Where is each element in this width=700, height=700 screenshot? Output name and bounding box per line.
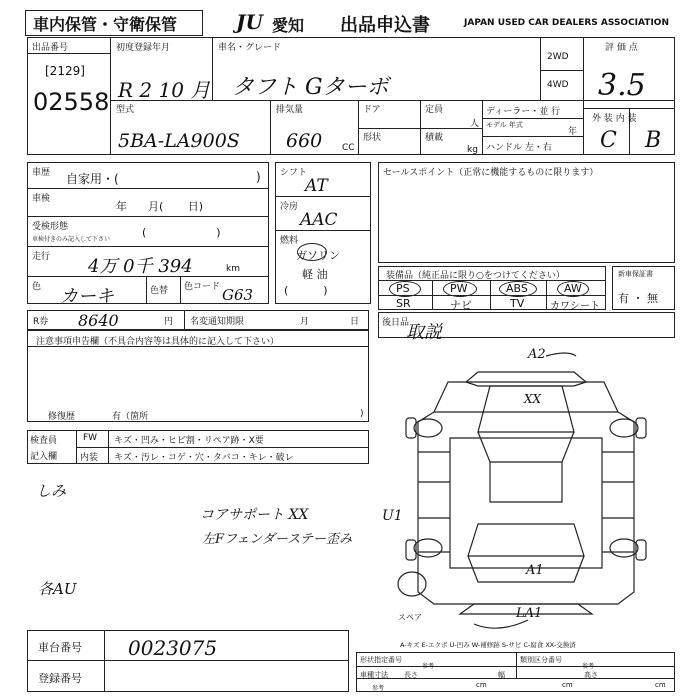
inspector-fw-label: FW bbox=[83, 433, 98, 443]
ref-label-2: 参考 bbox=[582, 663, 595, 670]
drive-2wd: 2WD bbox=[547, 52, 569, 62]
later-items-label: 後日品 bbox=[382, 318, 410, 328]
warranty-options: 有 ・ 無 bbox=[618, 292, 658, 305]
car-name-value: タフト Gターボ bbox=[232, 75, 389, 100]
class-number-label: 類別区分番号 bbox=[520, 656, 562, 664]
equip-sr: SR bbox=[396, 297, 411, 310]
shape-label: 形状 bbox=[363, 133, 382, 143]
aw-circle bbox=[557, 281, 589, 297]
remark-stain: しみ bbox=[36, 482, 67, 500]
fuel-paren: ( ) bbox=[284, 284, 328, 297]
inspection-text: 年 月( 日) bbox=[116, 200, 204, 213]
recycle-unit: 円 bbox=[164, 317, 174, 327]
handle-label: ハンドル 左・右 bbox=[486, 143, 552, 153]
color-value: カーキ bbox=[60, 286, 114, 307]
name-change-day: 日 bbox=[350, 317, 360, 327]
model-value: 5BA-LA900S bbox=[118, 130, 240, 152]
warranty-label: 新車保証書 bbox=[618, 270, 653, 278]
reg-label: 登録番号 bbox=[38, 672, 82, 685]
chassis-label: 車台番号 bbox=[38, 641, 82, 654]
storage-title: 車内保管・守衛保管 bbox=[33, 15, 178, 34]
inspection-label: 車検 bbox=[32, 194, 51, 204]
repair-label: 修復歴 bbox=[48, 412, 76, 422]
load-unit: kg bbox=[467, 145, 478, 155]
exterior-grade: C bbox=[600, 128, 617, 153]
equipment-label: 装備品（純正品に限り○をつけてください） bbox=[386, 271, 565, 281]
lot-tag: [2129] bbox=[45, 64, 85, 78]
dim-height: 高さ bbox=[584, 671, 598, 679]
interior-grade: B bbox=[645, 128, 662, 153]
displacement-unit: CC bbox=[342, 143, 355, 153]
notes-label: 注意事項申告欄（不具合内容等は具体的に記入して下さい） bbox=[36, 337, 280, 347]
org-english: JAPAN USED CAR DEALERS ASSOCIATION bbox=[464, 18, 669, 28]
pw-circle bbox=[443, 281, 477, 297]
color-label: 色 bbox=[32, 282, 42, 292]
displacement-value: 660 bbox=[286, 130, 323, 152]
color-code-label: 色コード bbox=[184, 282, 221, 292]
inspector-fw-items: キズ・凹み・ヒビ割・リペア跡・X要 bbox=[114, 436, 264, 446]
sales-points-label: セールスポイント（正常に機能するものに限ります） bbox=[383, 168, 599, 178]
shift-label: シフト bbox=[280, 168, 308, 178]
year-unit: 年 bbox=[568, 127, 578, 137]
rating-label: 評 価 点 bbox=[605, 43, 638, 53]
cm-unit-3: cm bbox=[655, 681, 666, 689]
shift-value: AT bbox=[305, 176, 328, 196]
damage-mark-a1: A1 bbox=[526, 563, 544, 578]
accepted-paren: ( ) bbox=[142, 226, 221, 239]
cm-unit-2: cm bbox=[562, 681, 573, 689]
fixed-number-label: 形状指定番号 bbox=[360, 656, 402, 664]
form-title: 出品申込書 bbox=[340, 15, 430, 36]
later-items-value: 取説 bbox=[406, 322, 442, 343]
fuel-circle bbox=[297, 243, 327, 261]
color-swap-label: 色替 bbox=[150, 286, 169, 296]
history-label: 車歴 bbox=[32, 168, 51, 178]
mileage-value: 4万 0千 394 bbox=[88, 256, 193, 277]
equip-navi: ナビ bbox=[450, 299, 472, 312]
damage-mark-a2: A2 bbox=[528, 347, 546, 362]
ju-logo: JU bbox=[236, 10, 263, 34]
equip-aw: AW bbox=[564, 282, 582, 295]
damage-mark-la1: LA1 bbox=[516, 606, 543, 621]
inspector-label1: 検査員 bbox=[30, 436, 58, 446]
damage-mark-u1: U1 bbox=[382, 508, 403, 524]
dim-length: 長さ bbox=[404, 671, 418, 679]
first-reg-label: 初度登録年月 bbox=[116, 43, 171, 53]
abs-circle bbox=[499, 281, 537, 297]
equip-pw: PW bbox=[450, 282, 468, 295]
rating-value: 3.5 bbox=[598, 68, 646, 103]
ps-circle bbox=[389, 281, 421, 297]
org-name: 愛知 bbox=[272, 16, 305, 35]
equip-ps: PS bbox=[396, 282, 410, 295]
repair-value: 有（箇所 bbox=[112, 412, 149, 422]
car-name-label: 車名・グレード bbox=[218, 43, 282, 53]
dim-width: 幅 bbox=[498, 671, 505, 679]
ac-label: 冷房 bbox=[280, 202, 299, 212]
repair-close: ) bbox=[360, 409, 364, 419]
ac-value: AAC bbox=[300, 210, 338, 230]
inspector-int-label: 内装 bbox=[80, 453, 99, 463]
equip-abs: ABS bbox=[506, 282, 528, 295]
capacity-unit: 人 bbox=[470, 119, 480, 129]
history-value: 自家用・( bbox=[66, 172, 119, 186]
cm-unit-1: cm bbox=[476, 681, 487, 689]
fuel-label: 燃料 bbox=[280, 236, 299, 246]
spare-label: スペア bbox=[398, 613, 422, 622]
capacity-label: 定員 bbox=[425, 105, 444, 115]
recycle-value: 8640 bbox=[78, 311, 119, 330]
name-change-label: 名変通知期限 bbox=[190, 317, 245, 327]
dealer-label: ディーラー・並 行 bbox=[486, 107, 561, 117]
drive-4wd: 4WD bbox=[547, 80, 569, 90]
listing-number-label: 出品番号 bbox=[32, 43, 69, 53]
remark-each-au: 各AU bbox=[38, 580, 77, 598]
mileage-label: 走行 bbox=[32, 252, 51, 262]
doors-label: ドア bbox=[363, 105, 381, 115]
first-reg-value: R 2 10 月 bbox=[118, 78, 211, 102]
recycle-label: R券 bbox=[33, 317, 49, 327]
damage-mark-xx: XX bbox=[524, 392, 542, 406]
load-label: 積載 bbox=[425, 133, 444, 143]
color-code-value: G63 bbox=[222, 286, 254, 304]
equip-tv: TV bbox=[510, 297, 525, 310]
ext-int-label: 外 装 内 装 bbox=[592, 114, 637, 124]
mileage-unit: km bbox=[226, 264, 240, 274]
remark-core-support: コアサポート XX bbox=[200, 507, 309, 523]
equip-leather: カワシート bbox=[550, 301, 600, 312]
model-label: 型式 bbox=[116, 105, 135, 115]
chassis-value: 0023075 bbox=[128, 636, 218, 660]
inspector-int-items: キズ・汚レ・コゲ・穴・タバコ・キレ・破レ bbox=[114, 453, 294, 463]
model-year-label: モデル 年式 bbox=[486, 121, 523, 129]
inspector-label2: 記入欄 bbox=[30, 452, 58, 462]
remark-fender-stay: 左Fフェンダーステー歪み bbox=[202, 532, 352, 547]
fuel-diesel: 軽 油 bbox=[302, 268, 328, 281]
dims-label: 車種寸法 bbox=[360, 671, 388, 679]
car-damage-diagram bbox=[378, 342, 675, 642]
damage-legend: A-キズ E-エクボ U-凹み W-補修跡 S-サビ C-腐食 XX-交換済 bbox=[400, 641, 576, 649]
history-close: ) bbox=[256, 170, 261, 184]
ref-label-1: 参考 bbox=[422, 663, 435, 670]
name-change-month: 月 bbox=[300, 317, 310, 327]
accepted-sub: 車検付きのみ記入して下さい bbox=[32, 236, 111, 243]
displacement-label: 排気量 bbox=[276, 105, 304, 115]
ref-label-3: 参考 bbox=[372, 685, 385, 692]
fuel-gasoline: ガソリン bbox=[296, 249, 340, 262]
accepted-label: 受検形態 bbox=[32, 222, 69, 232]
listing-number: 02558 bbox=[33, 88, 110, 116]
